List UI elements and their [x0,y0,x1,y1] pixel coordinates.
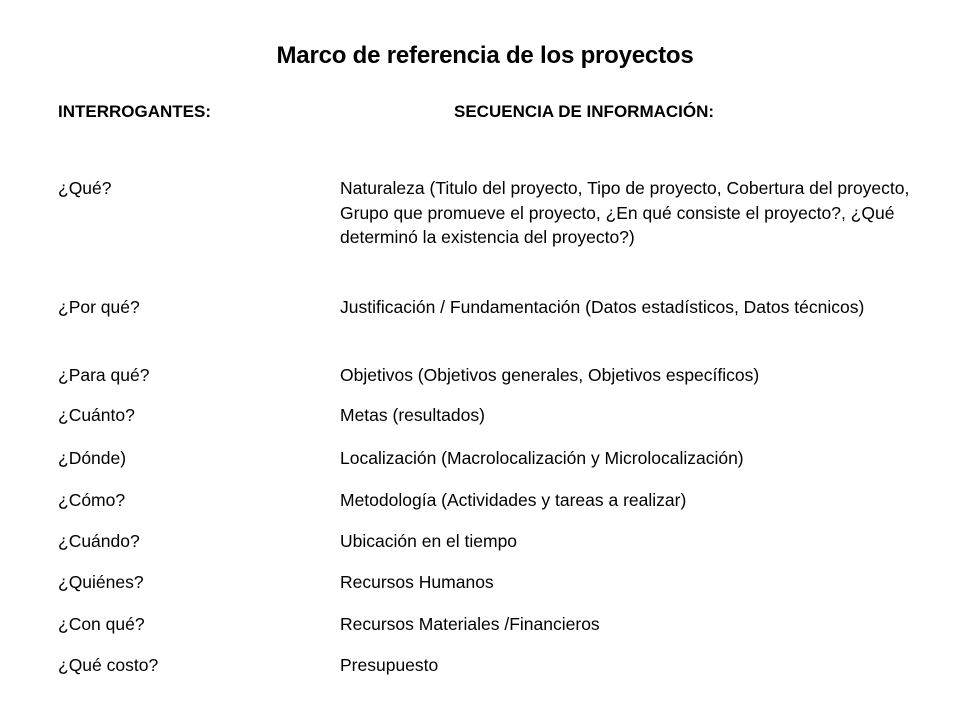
row-answer: Naturaleza (Titulo del proyecto, Tipo de proyecto, Cobertura del proyecto, Grupo que promueve el proyecto, ¿En qué consiste el proyecto?, ¿Qué determinó la existencia del proyecto?) [340,178,910,247]
column-header-interrogantes: INTERROGANTES: [58,102,211,121]
row-question: ¿Quiénes? [58,572,144,592]
row-question: ¿Con qué? [58,614,145,634]
row-answer: Metas (resultados) [340,405,485,425]
row-question: ¿Para qué? [58,365,150,385]
row-answer: Justificación / Fundamentación (Datos estadísticos, Datos técnicos) [340,297,865,317]
row-answer: Presupuesto [340,655,439,675]
row-answer: Recursos Materiales /Financieros [340,614,600,634]
row-question: ¿Qué costo? [58,655,159,675]
row-question: ¿Dónde) [58,448,127,468]
row-answer: Ubicación en el tiempo [340,531,518,551]
row-question: ¿Cuándo? [58,531,140,551]
page-title: Marco de referencia de los proyectos [276,42,694,69]
row-answer: Recursos Humanos [340,572,494,592]
row-answer: Metodología (Actividades y tareas a realizar) [340,490,687,510]
row-question: ¿Cuánto? [58,405,135,425]
row-answer: Objetivos (Objetivos generales, Objetivos específicos) [340,365,760,385]
row-question: ¿Qué? [58,178,112,198]
row-answer: Localización (Macrolocalización y Microlocalización) [340,448,744,468]
column-header-secuencia: SECUENCIA DE INFORMACIÓN: [454,102,715,121]
row-question: ¿Por qué? [58,297,140,317]
row-question: ¿Cómo? [58,490,126,510]
